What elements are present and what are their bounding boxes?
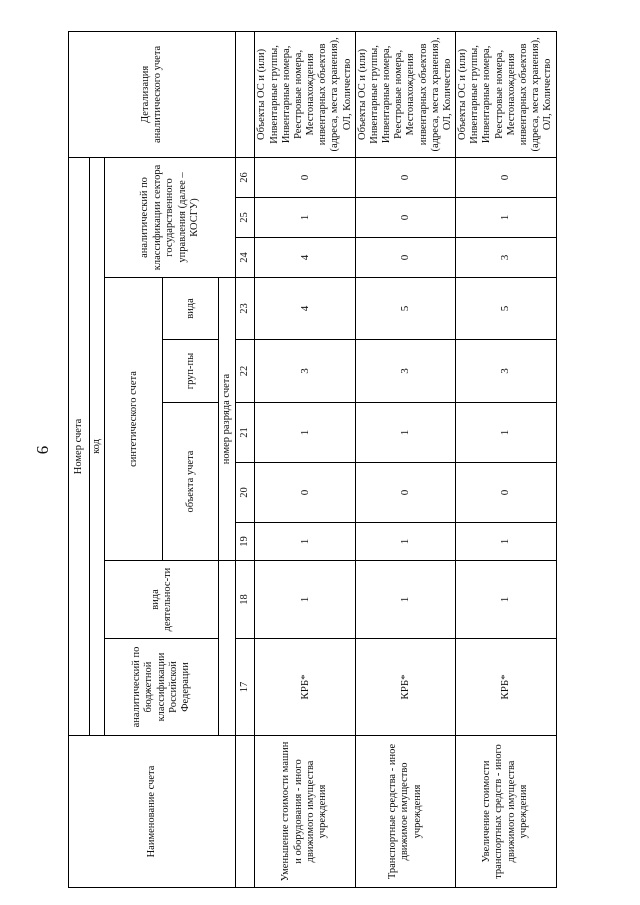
table-row bbox=[355, 31, 455, 887]
header-group: груп-пы bbox=[163, 340, 219, 403]
column-number: 21 bbox=[236, 403, 255, 463]
type-cell: 4 bbox=[255, 278, 355, 340]
header-detail: Детализация аналитического учета bbox=[69, 31, 236, 157]
kosgu-25-cell: 1 bbox=[456, 198, 556, 238]
kbk-cell: КРБ* bbox=[355, 639, 455, 736]
column-number-blank bbox=[236, 736, 255, 888]
digit-21-cell: 1 bbox=[255, 403, 355, 463]
column-number-blank bbox=[236, 31, 255, 157]
column-number: 25 bbox=[236, 198, 255, 238]
kosgu-25-cell: 1 bbox=[255, 198, 355, 238]
header-activity-type: вида деятельнос-ти bbox=[105, 561, 219, 639]
column-number: 26 bbox=[236, 157, 255, 197]
kosgu-26-cell: 0 bbox=[255, 157, 355, 197]
activity-cell: 1 bbox=[456, 561, 556, 639]
digit-20-cell: 0 bbox=[355, 463, 455, 523]
kosgu-24-cell: 0 bbox=[355, 238, 455, 278]
digit-20-cell: 0 bbox=[255, 463, 355, 523]
detail-cell: Объекты ОС и (или) Инвентарные группы, Инвентарные номера, Реестровые номера, Местонахождения инвентарных объектов (адреса, места хранения), ОЛ, Количество bbox=[255, 31, 355, 157]
kosgu-24-cell: 3 bbox=[456, 238, 556, 278]
header-digit-number: номер разряда счета bbox=[219, 278, 236, 561]
kbk-cell: КРБ* bbox=[255, 639, 355, 736]
type-cell: 5 bbox=[456, 278, 556, 340]
header-row-1 bbox=[69, 31, 90, 887]
account-name-cell: Увеличение стоимости транспортных средств - иного движимого имущества учреждения bbox=[456, 736, 556, 888]
kosgu-25-cell: 0 bbox=[355, 198, 455, 238]
digit-19-cell: 1 bbox=[255, 523, 355, 561]
header-type: вида bbox=[163, 278, 219, 340]
page-number: 9 bbox=[33, 445, 52, 455]
kosgu-26-cell: 0 bbox=[456, 157, 556, 197]
digit-20-cell: 0 bbox=[456, 463, 556, 523]
header-account-name: Наименование счета bbox=[69, 736, 236, 888]
detail-cell: Объекты ОС и (или) Инвентарные группы, Инвентарные номера, Реестровые номера, Местонахождения инвентарных объектов (адреса, места хранения), ОЛ, Количество bbox=[355, 31, 455, 157]
table-row bbox=[255, 31, 355, 887]
account-name-cell: Транспортные средства - иное движимое имущество учреждения bbox=[355, 736, 455, 888]
table-row bbox=[456, 31, 556, 887]
group-cell: 3 bbox=[456, 340, 556, 403]
column-number: 19 bbox=[236, 523, 255, 561]
rotated-table-container bbox=[68, 32, 554, 888]
account-name-cell: Уменьшение стоимости машин и оборудования - иного движимого имущества учреждения bbox=[255, 736, 355, 888]
column-number: 17 bbox=[236, 639, 255, 736]
column-number: 24 bbox=[236, 238, 255, 278]
column-number: 22 bbox=[236, 340, 255, 403]
header-object: объекта учета bbox=[163, 403, 219, 561]
accounts-table bbox=[68, 31, 557, 888]
group-cell: 3 bbox=[355, 340, 455, 403]
digit-19-cell: 1 bbox=[355, 523, 455, 561]
detail-cell: Объекты ОС и (или) Инвентарные группы, Инвентарные номера, Реестровые номера, Местонахождения инвентарных объектов (адреса, места хранения), ОЛ, Количество bbox=[456, 31, 556, 157]
column-number-row bbox=[236, 31, 255, 887]
column-number: 18 bbox=[236, 561, 255, 639]
digit-21-cell: 1 bbox=[355, 403, 455, 463]
kosgu-26-cell: 0 bbox=[355, 157, 455, 197]
kosgu-24-cell: 4 bbox=[255, 238, 355, 278]
activity-cell: 1 bbox=[355, 561, 455, 639]
header-kosgu: аналитический по классификации сектора государственного управления (далее – КОСГУ) bbox=[105, 157, 236, 277]
header-empty-cell bbox=[219, 561, 236, 736]
column-number: 20 bbox=[236, 463, 255, 523]
column-number: 23 bbox=[236, 278, 255, 340]
group-cell: 3 bbox=[255, 340, 355, 403]
header-account-number: Номер счета bbox=[69, 157, 90, 735]
type-cell: 5 bbox=[355, 278, 455, 340]
activity-cell: 1 bbox=[255, 561, 355, 639]
header-synthetic: синтетического счета bbox=[105, 278, 163, 561]
digit-21-cell: 1 bbox=[456, 403, 556, 463]
header-code: код bbox=[90, 157, 105, 735]
digit-19-cell: 1 bbox=[456, 523, 556, 561]
header-analytical-budget: аналитический по бюджетной классификации Российской Федерации bbox=[105, 639, 219, 736]
kbk-cell: КРБ* bbox=[456, 639, 556, 736]
